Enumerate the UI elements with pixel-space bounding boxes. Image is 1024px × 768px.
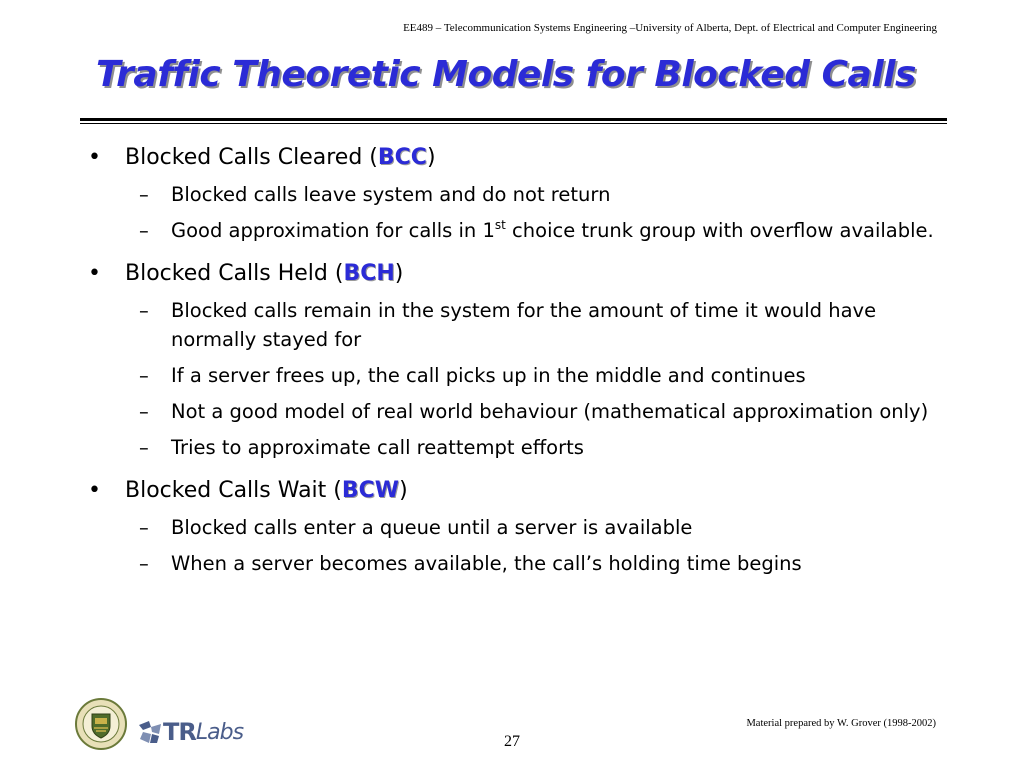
sub-bullet xyxy=(139,433,951,462)
dash-marker: – xyxy=(139,183,149,206)
sub-bullet xyxy=(139,180,951,209)
bullet-text: Blocked Calls Wait ( xyxy=(125,478,342,503)
dash-marker: – xyxy=(139,552,149,575)
slide-content xyxy=(0,143,1024,578)
sub-bullet xyxy=(139,513,951,542)
dash-marker: – xyxy=(139,299,149,322)
sub-bullet-text-cont: choice trunk group with overflow available. xyxy=(505,219,934,242)
page-number: 27 xyxy=(504,733,520,750)
dash-marker: – xyxy=(139,400,149,423)
trlabs-tr-text: TR xyxy=(163,718,196,746)
acronym-bch: BCH xyxy=(343,261,395,286)
acronym-bcc: BCC xyxy=(377,145,427,170)
bullet-marker: • xyxy=(88,478,101,503)
bullet-text: Blocked Calls Cleared ( xyxy=(125,145,378,170)
title-rule-thick xyxy=(80,118,947,121)
sub-bullet-text: If a server frees up, the call picks up in the middle and continues xyxy=(171,364,806,387)
header-course-info: EE489 – Telecommunication Systems Engineering –University of Alberta, Dept. of Electrical and Computer Engineering xyxy=(403,22,937,34)
bullet-bcw xyxy=(88,476,945,506)
sub-bullet-text: Tries to approximate call reattempt efforts xyxy=(171,436,584,459)
superscript-st: st xyxy=(494,218,506,232)
sub-bullet xyxy=(139,397,951,426)
bullet-suffix: ) xyxy=(394,261,404,286)
bullet-bcc xyxy=(88,143,945,173)
sub-bullet xyxy=(139,549,951,578)
bullet-marker: • xyxy=(88,261,101,286)
sub-bullet xyxy=(139,216,951,245)
sub-bullet-text: Blocked calls remain in the system for the amount of time it would have normally stayed for xyxy=(171,299,877,351)
bullet-text: Blocked Calls Held ( xyxy=(125,261,344,286)
sub-bullet xyxy=(139,361,951,390)
bullet-bch xyxy=(88,259,945,289)
bullet-marker: • xyxy=(88,145,101,170)
sub-bullet-text: Good approximation for calls in 1 xyxy=(171,219,495,242)
dash-marker: – xyxy=(139,219,149,242)
slide-title: Traffic Theoretic Models for Blocked Calls xyxy=(96,54,916,95)
sub-bullet-text: When a server becomes available, the call’s holding time begins xyxy=(171,552,802,575)
dash-marker: – xyxy=(139,516,149,539)
title-rule-thin xyxy=(80,123,947,124)
sub-bullet-text: Blocked calls leave system and do not return xyxy=(171,183,611,206)
sub-bullet xyxy=(139,296,951,354)
bullet-suffix: ) xyxy=(426,145,436,170)
trlabs-labs-text: Labs xyxy=(195,719,244,745)
dash-marker: – xyxy=(139,364,149,387)
footer-credit: Material prepared by W. Grover (1998-2002) xyxy=(746,718,936,729)
sub-bullet-text: Blocked calls enter a queue until a server is available xyxy=(171,516,693,539)
sub-bullet-text: Not a good model of real world behaviour (mathematical approximation only) xyxy=(171,400,929,423)
acronym-bcw: BCW xyxy=(341,478,400,503)
bullet-suffix: ) xyxy=(399,478,408,503)
dash-marker: – xyxy=(139,436,149,459)
